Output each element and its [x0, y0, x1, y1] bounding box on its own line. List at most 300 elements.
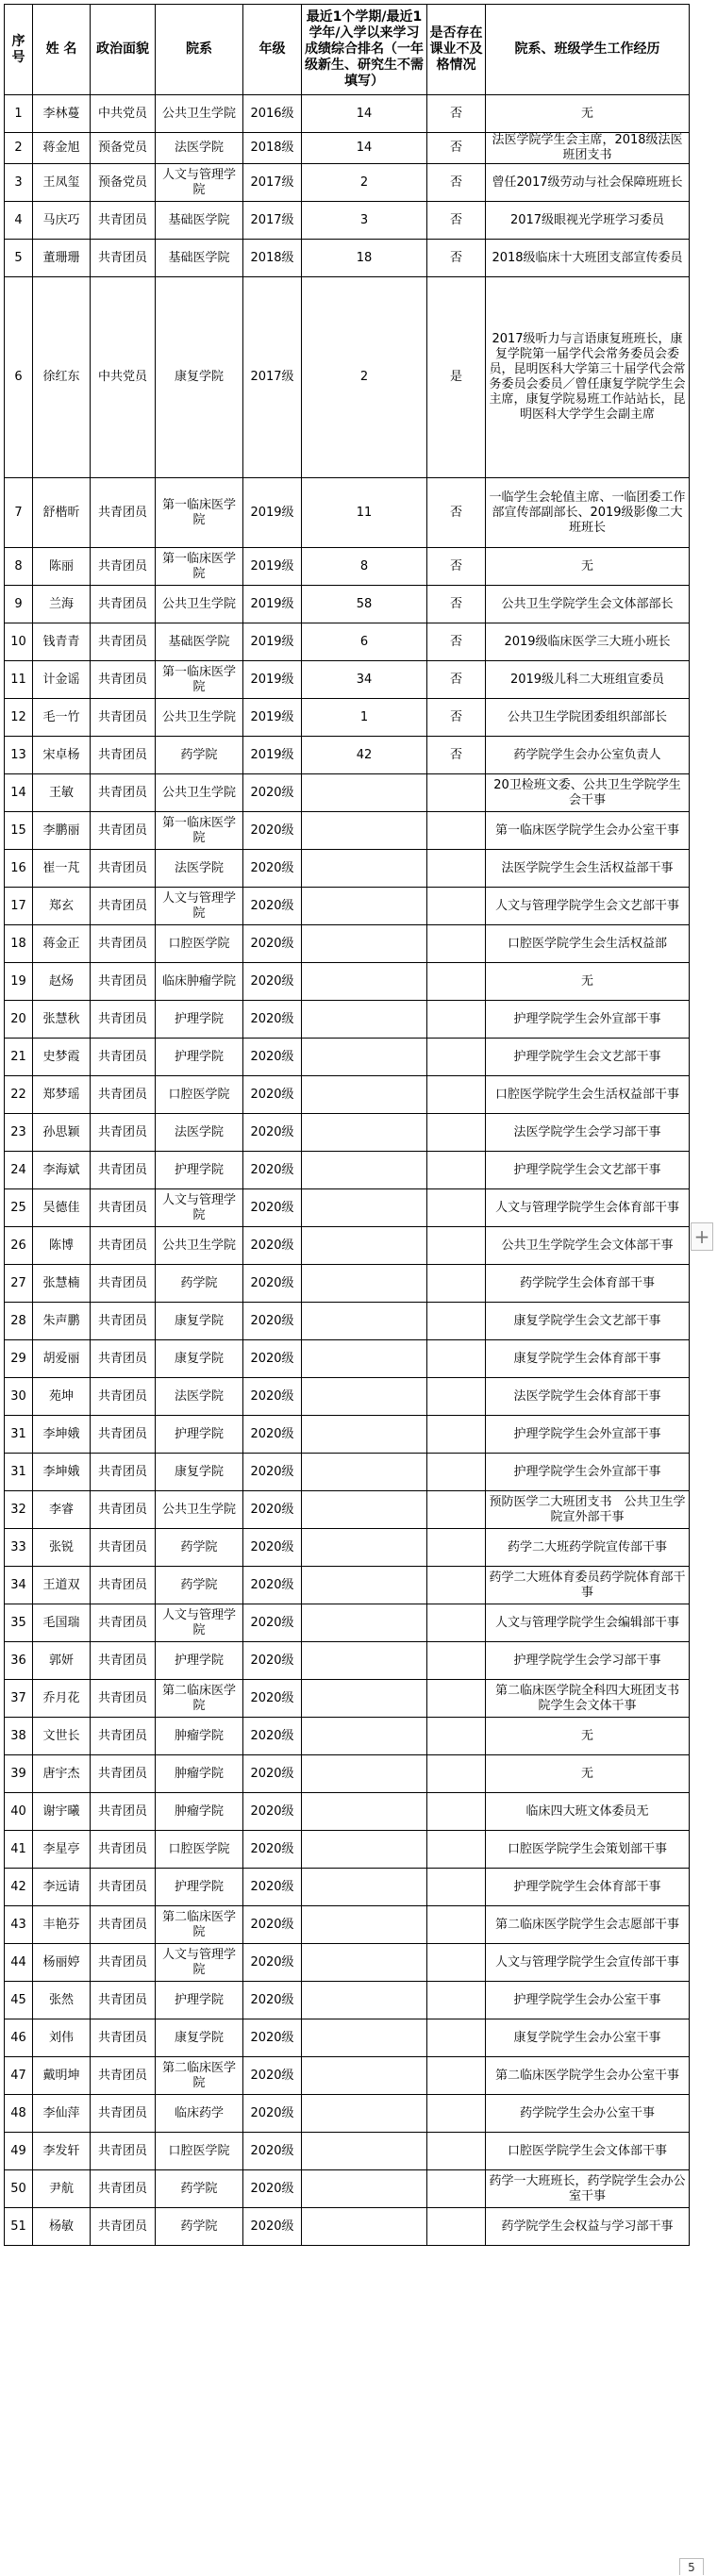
cell-name: 崔一芃: [33, 850, 91, 888]
cell-political: 共青团员: [91, 850, 156, 888]
cell-political: 共青团员: [91, 1604, 156, 1642]
cell-fail: [427, 888, 486, 925]
cell-rank: [302, 1567, 427, 1604]
cell-college: 药学院: [156, 1529, 243, 1567]
cell-political: 共青团员: [91, 1227, 156, 1265]
cell-college: 第一临床医学院: [156, 661, 243, 699]
cell-experience: 口腔医学院学生会生活权益部干事: [486, 1076, 690, 1114]
cell-political: 中共党员: [91, 277, 156, 478]
table-row: [5, 1680, 690, 1718]
cell-name: 兰海: [33, 586, 91, 623]
cell-name: 郭妍: [33, 1642, 91, 1680]
cell-rank: [302, 925, 427, 963]
cell-political: 共青团员: [91, 812, 156, 850]
cell-seq: 47: [5, 2057, 33, 2095]
cell-grade: 2017级: [243, 202, 302, 240]
cell-rank: [302, 2019, 427, 2057]
cell-grade: 2020级: [243, 1604, 302, 1642]
cell-grade: 2020级: [243, 2208, 302, 2246]
cell-fail: [427, 850, 486, 888]
cell-rank: [302, 1039, 427, 1076]
cell-fail: 否: [427, 586, 486, 623]
cell-college: 口腔医学院: [156, 1076, 243, 1114]
cell-rank: [302, 1416, 427, 1454]
cell-college: 公共卫生学院: [156, 95, 243, 133]
cell-rank: [302, 1604, 427, 1642]
table-row: [5, 1491, 690, 1529]
cell-name: 李鹏丽: [33, 812, 91, 850]
cell-grade: 2018级: [243, 240, 302, 277]
cell-fail: [427, 1982, 486, 2019]
cell-fail: [427, 1567, 486, 1604]
cell-college: 临床肿瘤学院: [156, 963, 243, 1001]
cell-fail: [427, 1416, 486, 1454]
table-row: [5, 812, 690, 850]
table-row: [5, 1303, 690, 1340]
cell-political: 共青团员: [91, 1680, 156, 1718]
cell-grade: 2020级: [243, 1378, 302, 1416]
cell-grade: 2020级: [243, 850, 302, 888]
table-row: [5, 1265, 690, 1303]
cell-name: 陈博: [33, 1227, 91, 1265]
table-row: [5, 2208, 690, 2246]
cell-experience: 2017级听力与言语康复班班长，康复学院第一届学代会常务委员会委员，昆明医科大学第三十届学代会常务委员会委员／曾任康复学院学生会主席，康复学院易班工作站站长，昆明医科大学学生会副主席: [486, 277, 690, 478]
cell-experience: 法医学院学生会学习部干事: [486, 1114, 690, 1152]
cell-rank: 6: [302, 623, 427, 661]
table-row: [5, 2019, 690, 2057]
cell-rank: [302, 888, 427, 925]
cell-seq: 44: [5, 1944, 33, 1982]
cell-political: 共青团员: [91, 1642, 156, 1680]
cell-fail: [427, 1944, 486, 1982]
cell-experience: 无: [486, 95, 690, 133]
cell-name: 文世长: [33, 1718, 91, 1755]
cell-name: 蒋金旭: [33, 133, 91, 164]
cell-experience: 无: [486, 1755, 690, 1793]
cell-fail: 否: [427, 699, 486, 737]
cell-college: 康复学院: [156, 1454, 243, 1491]
cell-political: 共青团员: [91, 699, 156, 737]
cell-experience: 2017级眼视光学班学习委员: [486, 202, 690, 240]
table-row: [5, 661, 690, 699]
cell-name: 李坤娥: [33, 1454, 91, 1491]
cell-rank: [302, 2170, 427, 2208]
header-college: 院系: [156, 5, 243, 95]
cell-political: 共青团员: [91, 1567, 156, 1604]
cell-grade: 2018级: [243, 133, 302, 164]
table-row: [5, 133, 690, 164]
cell-seq: 27: [5, 1265, 33, 1303]
cell-fail: [427, 1718, 486, 1755]
table-row: [5, 548, 690, 586]
cell-seq: 26: [5, 1227, 33, 1265]
cell-political: 共青团员: [91, 1982, 156, 2019]
cell-fail: [427, 1755, 486, 1793]
cell-fail: [427, 1189, 486, 1227]
cell-grade: 2020级: [243, 1755, 302, 1793]
cell-grade: 2020级: [243, 1265, 302, 1303]
cell-political: 共青团员: [91, 1076, 156, 1114]
cell-name: 王敏: [33, 774, 91, 812]
cell-seq: 13: [5, 737, 33, 774]
cell-political: 共青团员: [91, 2019, 156, 2057]
cell-college: 肿瘤学院: [156, 1755, 243, 1793]
cell-name: 李睿: [33, 1491, 91, 1529]
cell-college: 药学院: [156, 1567, 243, 1604]
cell-rank: 1: [302, 699, 427, 737]
cell-seq: 17: [5, 888, 33, 925]
cell-fail: [427, 2095, 486, 2133]
cell-name: 钱青青: [33, 623, 91, 661]
cell-political: 共青团员: [91, 1793, 156, 1831]
cell-grade: 2020级: [243, 1001, 302, 1039]
cell-political: 共青团员: [91, 240, 156, 277]
cell-grade: 2020级: [243, 1529, 302, 1567]
cell-college: 基础医学院: [156, 623, 243, 661]
cell-fail: 否: [427, 623, 486, 661]
cell-seq: 4: [5, 202, 33, 240]
cell-grade: 2019级: [243, 661, 302, 699]
cell-seq: 51: [5, 2208, 33, 2246]
cell-college: 肿瘤学院: [156, 1718, 243, 1755]
cell-name: 杨敏: [33, 2208, 91, 2246]
cell-fail: 否: [427, 133, 486, 164]
cell-political: 共青团员: [91, 1906, 156, 1944]
cell-seq: 19: [5, 963, 33, 1001]
table-row: [5, 2057, 690, 2095]
cell-name: 宋卓杨: [33, 737, 91, 774]
cell-college: 基础医学院: [156, 202, 243, 240]
cell-college: 人文与管理学院: [156, 888, 243, 925]
cell-fail: 否: [427, 240, 486, 277]
table-row: [5, 2095, 690, 2133]
cell-college: 法医学院: [156, 133, 243, 164]
cell-rank: 58: [302, 586, 427, 623]
cell-name: 郑梦瑶: [33, 1076, 91, 1114]
cell-grade: 2020级: [243, 888, 302, 925]
table-row: [5, 202, 690, 240]
cell-name: 张锐: [33, 1529, 91, 1567]
cell-seq: 3: [5, 164, 33, 202]
cell-political: 预备党员: [91, 133, 156, 164]
student-roster-table: [4, 4, 690, 2246]
cell-seq: 20: [5, 1001, 33, 1039]
cell-experience: 康复学院学生会办公室干事: [486, 2019, 690, 2057]
cell-experience: 2018级临床十大班团支部宣传委员: [486, 240, 690, 277]
table-row: [5, 1340, 690, 1378]
table-row: [5, 1869, 690, 1906]
cell-political: 共青团员: [91, 1265, 156, 1303]
cell-seq: 28: [5, 1303, 33, 1340]
cell-rank: [302, 1831, 427, 1869]
cell-fail: [427, 1793, 486, 1831]
table-row: [5, 1755, 690, 1793]
cell-fail: 否: [427, 202, 486, 240]
cell-seq: 5: [5, 240, 33, 277]
cell-seq: 9: [5, 586, 33, 623]
cell-political: 共青团员: [91, 202, 156, 240]
cell-fail: [427, 1378, 486, 1416]
cell-name: 李星亭: [33, 1831, 91, 1869]
cell-name: 李仙萍: [33, 2095, 91, 2133]
cell-seq: 43: [5, 1906, 33, 1944]
table-row: [5, 774, 690, 812]
cell-seq: 38: [5, 1718, 33, 1755]
table-row: [5, 1001, 690, 1039]
cell-experience: 药学院学生会办公室负责人: [486, 737, 690, 774]
cell-experience: 药学二大班体育委员药学院体育部干事: [486, 1567, 690, 1604]
cell-name: 朱声鹏: [33, 1303, 91, 1340]
cell-name: 刘伟: [33, 2019, 91, 2057]
cell-seq: 32: [5, 1491, 33, 1529]
cell-political: 预备党员: [91, 164, 156, 202]
cell-rank: [302, 1529, 427, 1567]
cell-rank: [302, 1454, 427, 1491]
cell-grade: 2017级: [243, 277, 302, 478]
cell-name: 胡爱丽: [33, 1340, 91, 1378]
cell-name: 乔月花: [33, 1680, 91, 1718]
cell-college: 护理学院: [156, 1416, 243, 1454]
cell-fail: [427, 1529, 486, 1567]
cell-political: 共青团员: [91, 1718, 156, 1755]
table-row: [5, 164, 690, 202]
cell-college: 护理学院: [156, 1001, 243, 1039]
cell-seq: 48: [5, 2095, 33, 2133]
cell-college: 人文与管理学院: [156, 1189, 243, 1227]
cell-political: 共青团员: [91, 2170, 156, 2208]
cell-college: 公共卫生学院: [156, 1227, 243, 1265]
cell-political: 共青团员: [91, 1416, 156, 1454]
cell-name: 李远请: [33, 1869, 91, 1906]
cell-seq: 15: [5, 812, 33, 850]
cell-seq: 42: [5, 1869, 33, 1906]
cell-name: 张然: [33, 1982, 91, 2019]
cell-political: 共青团员: [91, 1001, 156, 1039]
cell-experience: 护理学院学生会文艺部干事: [486, 1152, 690, 1189]
cell-seq: 41: [5, 1831, 33, 1869]
cell-political: 共青团员: [91, 2057, 156, 2095]
cell-college: 法医学院: [156, 1114, 243, 1152]
cell-name: 戴明坤: [33, 2057, 91, 2095]
table-row: [5, 1529, 690, 1567]
table-row: [5, 1718, 690, 1755]
cell-name: 马庆巧: [33, 202, 91, 240]
cell-fail: [427, 2208, 486, 2246]
cell-experience: 口腔医学院学生会策划部干事: [486, 1831, 690, 1869]
cell-experience: 护理学院学生会外宣部干事: [486, 1416, 690, 1454]
cell-experience: 护理学院学生会办公室干事: [486, 1982, 690, 2019]
cell-experience: 护理学院学生会外宣部干事: [486, 1454, 690, 1491]
cell-experience: 药学院学生会体育部干事: [486, 1265, 690, 1303]
cell-college: 法医学院: [156, 1378, 243, 1416]
cell-seq: 21: [5, 1039, 33, 1076]
cell-experience: 护理学院学生会学习部干事: [486, 1642, 690, 1680]
table-row: [5, 1567, 690, 1604]
cell-grade: 2019级: [243, 623, 302, 661]
cell-grade: 2020级: [243, 1944, 302, 1982]
cell-rank: [302, 1680, 427, 1718]
cell-college: 药学院: [156, 1265, 243, 1303]
cell-grade: 2020级: [243, 2019, 302, 2057]
table-row: [5, 1982, 690, 2019]
cell-name: 李海斌: [33, 1152, 91, 1189]
cell-seq: 37: [5, 1680, 33, 1718]
expand-button[interactable]: +: [691, 1222, 713, 1251]
header-name: 姓 名: [33, 5, 91, 95]
cell-fail: [427, 1076, 486, 1114]
header-row: [5, 5, 690, 95]
cell-experience: 曾任2017级劳动与社会保障班班长: [486, 164, 690, 202]
cell-rank: 18: [302, 240, 427, 277]
cell-seq: 49: [5, 2133, 33, 2170]
cell-political: 共青团员: [91, 774, 156, 812]
cell-rank: [302, 812, 427, 850]
header-rank: 最近1个学期/最近1学年/入学以来学习成绩综合排名（一年级新生、研究生不需填写）: [302, 5, 427, 95]
cell-political: 共青团员: [91, 1454, 156, 1491]
cell-grade: 2020级: [243, 925, 302, 963]
table-row: [5, 1039, 690, 1076]
cell-college: 康复学院: [156, 1340, 243, 1378]
cell-seq: 7: [5, 478, 33, 548]
cell-fail: 是: [427, 277, 486, 478]
cell-fail: [427, 1227, 486, 1265]
cell-name: 陈丽: [33, 548, 91, 586]
cell-rank: [302, 1340, 427, 1378]
cell-political: 共青团员: [91, 1944, 156, 1982]
cell-seq: 24: [5, 1152, 33, 1189]
cell-seq: 16: [5, 850, 33, 888]
cell-grade: 2020级: [243, 2170, 302, 2208]
table-row: [5, 95, 690, 133]
cell-college: 第二临床医学院: [156, 2057, 243, 2095]
cell-rank: [302, 1114, 427, 1152]
cell-name: 孙思颖: [33, 1114, 91, 1152]
cell-rank: [302, 1076, 427, 1114]
cell-seq: 50: [5, 2170, 33, 2208]
cell-college: 药学院: [156, 737, 243, 774]
cell-rank: 14: [302, 95, 427, 133]
table-row: [5, 888, 690, 925]
cell-college: 基础医学院: [156, 240, 243, 277]
cell-name: 董珊珊: [33, 240, 91, 277]
cell-experience: 药学一大班班长，药学院学生会办公室干事: [486, 2170, 690, 2208]
cell-experience: 公共卫生学院学生会文体部部长: [486, 586, 690, 623]
cell-rank: [302, 1491, 427, 1529]
cell-seq: 39: [5, 1755, 33, 1793]
cell-experience: 护理学院学生会体育部干事: [486, 1869, 690, 1906]
cell-rank: 3: [302, 202, 427, 240]
cell-seq: 1: [5, 95, 33, 133]
cell-political: 共青团员: [91, 1755, 156, 1793]
cell-name: 郑玄: [33, 888, 91, 925]
cell-fail: [427, 1114, 486, 1152]
cell-seq: 31: [5, 1454, 33, 1491]
cell-experience: 法医学院学生会主席，2018级法医班团支书: [486, 133, 690, 164]
cell-college: 第一临床医学院: [156, 812, 243, 850]
cell-experience: 法医学院学生会生活权益部干事: [486, 850, 690, 888]
cell-experience: 法医学院学生会体育部干事: [486, 1378, 690, 1416]
cell-political: 中共党员: [91, 95, 156, 133]
cell-name: 蒋金正: [33, 925, 91, 963]
cell-experience: 药学二大班药学院宣传部干事: [486, 1529, 690, 1567]
cell-fail: 否: [427, 164, 486, 202]
cell-fail: [427, 963, 486, 1001]
cell-fail: [427, 1491, 486, 1529]
cell-experience: 无: [486, 1718, 690, 1755]
cell-college: 第一临床医学院: [156, 478, 243, 548]
cell-political: 共青团员: [91, 737, 156, 774]
cell-seq: 11: [5, 661, 33, 699]
cell-rank: [302, 2057, 427, 2095]
cell-grade: 2019级: [243, 586, 302, 623]
cell-grade: 2020级: [243, 1227, 302, 1265]
table-row: [5, 1416, 690, 1454]
cell-experience: 临床四大班文体委员无: [486, 1793, 690, 1831]
cell-college: 肿瘤学院: [156, 1793, 243, 1831]
cell-grade: 2020级: [243, 1869, 302, 1906]
cell-grade: 2020级: [243, 1303, 302, 1340]
cell-grade: 2020级: [243, 1114, 302, 1152]
cell-rank: [302, 1227, 427, 1265]
header-fail: 是否存在课业不及格情况: [427, 5, 486, 95]
cell-college: 护理学院: [156, 1152, 243, 1189]
cell-college: 护理学院: [156, 1642, 243, 1680]
cell-experience: 康复学院学生会文艺部干事: [486, 1303, 690, 1340]
cell-experience: 口腔医学院学生会文体部干事: [486, 2133, 690, 2170]
table-row: [5, 1831, 690, 1869]
cell-name: 杨丽婷: [33, 1944, 91, 1982]
page-number: 5: [679, 2558, 704, 2575]
cell-seq: 22: [5, 1076, 33, 1114]
cell-name: 毛一竹: [33, 699, 91, 737]
cell-fail: [427, 1265, 486, 1303]
cell-fail: [427, 812, 486, 850]
cell-grade: 2020级: [243, 1982, 302, 2019]
cell-rank: 14: [302, 133, 427, 164]
cell-experience: 公共卫生学院团委组织部部长: [486, 699, 690, 737]
table-row: [5, 1189, 690, 1227]
cell-rank: [302, 1944, 427, 1982]
cell-college: 护理学院: [156, 1039, 243, 1076]
cell-experience: 护理学院学生会外宣部干事: [486, 1001, 690, 1039]
cell-college: 护理学院: [156, 1869, 243, 1906]
table-row: [5, 737, 690, 774]
cell-grade: 2019级: [243, 548, 302, 586]
cell-college: 口腔医学院: [156, 2133, 243, 2170]
cell-fail: [427, 1454, 486, 1491]
cell-grade: 2020级: [243, 2057, 302, 2095]
cell-name: 李发轩: [33, 2133, 91, 2170]
cell-seq: 14: [5, 774, 33, 812]
cell-political: 共青团员: [91, 548, 156, 586]
table-row: [5, 1906, 690, 1944]
cell-college: 人文与管理学院: [156, 1944, 243, 1982]
table-row: [5, 623, 690, 661]
cell-fail: [427, 2170, 486, 2208]
cell-experience: 第二临床医学院学生会办公室干事: [486, 2057, 690, 2095]
cell-name: 张慧楠: [33, 1265, 91, 1303]
cell-fail: 否: [427, 737, 486, 774]
cell-fail: [427, 2057, 486, 2095]
cell-political: 共青团员: [91, 661, 156, 699]
cell-college: 药学院: [156, 2208, 243, 2246]
cell-political: 共青团员: [91, 1869, 156, 1906]
cell-grade: 2020级: [243, 1831, 302, 1869]
cell-experience: 药学院学生会权益与学习部干事: [486, 2208, 690, 2246]
cell-rank: 8: [302, 548, 427, 586]
cell-fail: [427, 1831, 486, 1869]
cell-fail: [427, 774, 486, 812]
